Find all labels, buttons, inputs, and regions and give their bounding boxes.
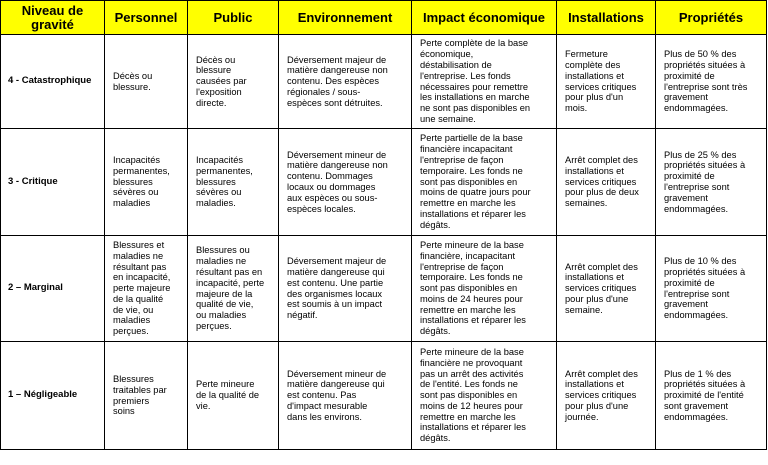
header-installations: Installations — [557, 1, 656, 35]
table-header-row — [1, 1, 767, 35]
properties-cell: Plus de 1 % des propriétés situées à proximité de l'entité sont gravement endommagées. — [656, 342, 767, 450]
public-cell: Décès ou blessure causées par l'exposition directe. — [188, 35, 279, 129]
header-public: Public — [188, 1, 279, 35]
severity-level-cell: 1 – Négligeable — [1, 342, 105, 450]
economic-impact-cell: Perte partielle de la base financière incapacitant l'entreprise de façon temporaire. Les fonds ne sont pas disponibles en moins de quatre jours pour remettre en marche les installations et réparer les dégâts. — [412, 129, 557, 236]
environment-cell: Déversement mineur de matière dangereuse qui est contenu. Pas d'impact mesurable dans les environs. — [279, 342, 412, 450]
header-environment: Environnement — [279, 1, 412, 35]
environment-cell: Déversement majeur de matière dangereuse non contenu. Des espèces régionales / sous- espèces sont détruites. — [279, 35, 412, 129]
personnel-cell: Blessures traitables par premiers soins — [105, 342, 188, 450]
public-cell: Blessures ou maladies ne résultant pas en incapacité, perte majeure de la qualité de vie, ou maladies perçues. — [188, 236, 279, 342]
header-personnel: Personnel — [105, 1, 188, 35]
header-severity-level: Niveau de gravité — [1, 1, 105, 35]
installations-cell: Arrêt complet des installations et services critiques pour plus d'une journée. — [557, 342, 656, 450]
table-row — [1, 342, 767, 450]
public-cell: Perte mineure de la qualité de vie. — [188, 342, 279, 450]
personnel-cell: Blessures et maladies ne résultant pas en incapacité, perte majeure de la qualité de vie, ou maladies perçues. — [105, 236, 188, 342]
header-economic-impact: Impact économique — [412, 1, 557, 35]
public-cell: Incapacités permanentes, blessures sévères ou maladies. — [188, 129, 279, 236]
economic-impact-cell: Perte complète de la base économique, déstabilisation de l'entreprise. Les fonds nécessaires pour remettre les installations en marche ne sont pas disponibles en une semaine. — [412, 35, 557, 129]
installations-cell: Arrêt complet des installations et services critiques pour plus de deux semaines. — [557, 129, 656, 236]
table-row — [1, 35, 767, 129]
table-row — [1, 129, 767, 236]
economic-impact-cell: Perte mineure de la base financière, incapacitant l'entreprise de façon temporaire. Les fonds ne sont pas disponibles en moins de 24 heures pour remettre en marche les installations et réparer les dégâts. — [412, 236, 557, 342]
table-row — [1, 236, 767, 342]
properties-cell: Plus de 25 % des propriétés situées à proximité de l'entreprise sont gravement endommagées. — [656, 129, 767, 236]
header-properties: Propriétés — [656, 1, 767, 35]
severity-level-cell: 2 – Marginal — [1, 236, 105, 342]
severity-level-cell: 4 - Catastrophique — [1, 35, 105, 129]
personnel-cell: Décès ou blessure. — [105, 35, 188, 129]
severity-level-cell: 3 - Critique — [1, 129, 105, 236]
personnel-cell: Incapacités permanentes, blessures sévères ou maladies — [105, 129, 188, 236]
economic-impact-cell: Perte mineure de la base financière ne provoquant pas un arrêt des activités de l'entité. Les fonds ne sont pas disponibles en moins de 12 heures pour remettre en marche les installations et réparer les dégâts. — [412, 342, 557, 450]
installations-cell: Fermeture complète des installations et services critiques pour plus d'un mois. — [557, 35, 656, 129]
properties-cell: Plus de 10 % des propriétés situées à proximité de l'entreprise sont gravement endommagées. — [656, 236, 767, 342]
environment-cell: Déversement majeur de matière dangereuse qui est contenu. Une partie des organismes locaux est soumis à un impact négatif. — [279, 236, 412, 342]
properties-cell: Plus de 50 % des propriétés situées à proximité de l'entreprise sont très gravement endommagées. — [656, 35, 767, 129]
installations-cell: Arrêt complet des installations et services critiques pour plus d'une semaine. — [557, 236, 656, 342]
environment-cell: Déversement mineur de matière dangereuse non contenu. Dommages locaux ou dommages aux espèces ou sous- espèces locales. — [279, 129, 412, 236]
